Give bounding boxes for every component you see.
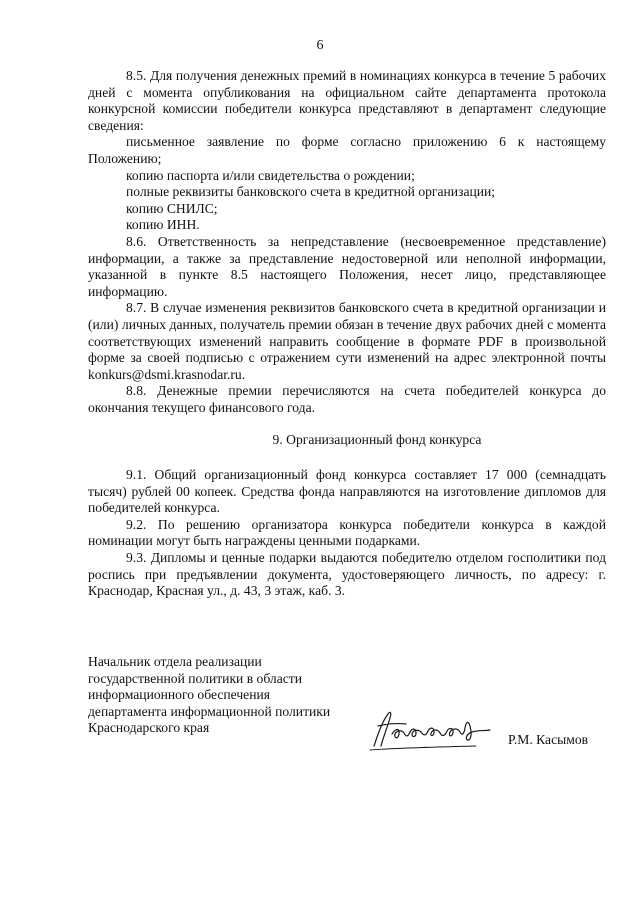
signer-name: Р.М. Касымов — [508, 732, 589, 747]
signer-position-line: информационного обеспечения — [88, 687, 270, 703]
signer-position-line: Начальник отдела реализации — [88, 654, 262, 669]
signature-block — [88, 654, 608, 754]
paragraph-9-3: 9.3. Дипломы и ценные подарки выдаются победителю отделом госполитики под роспись при предъявлении документа, удостоверяющего личность, по адресу: г. Краснодар, Красная ул., д. 43, 3 этаж, каб. 3. — [88, 550, 606, 599]
paragraph-8-6: 8.6. Ответственность за непредставление (несвоевременное представление) информации, а также за представление недостоверной или неполной информации, указанной в пункте 8.5 настоящего Положения, несет лицо, представляющее информацию. — [88, 233, 606, 299]
list-item-bank-details: полные реквизиты банковского счета в кредитной организации; — [126, 184, 496, 200]
document-body — [88, 68, 606, 600]
signer-position-line: департамента информационной политики — [88, 703, 331, 719]
signer-position — [88, 654, 368, 737]
list-item-inn: копию ИНН. — [126, 217, 200, 233]
list-item-snils: копию СНИЛС; — [126, 200, 218, 216]
handwritten-signature — [366, 706, 496, 752]
paragraph-9-1: 9.1. Общий организационный фонд конкурса составляет 17 000 (семнадцать тысяч) рублей 00 копеек. Средства фонда направляются на изготовление дипломов для победителей конкурса. — [88, 467, 606, 516]
page-number: 6 — [316, 38, 324, 53]
paragraph-9-2: 9.2. По решению организатора конкурса победители конкурса в каждой номинации могут быть награждены ценными подарками. — [88, 516, 606, 549]
list-item-application: письменное заявление по форме согласно приложению 6 к настоящему Положению; — [88, 134, 606, 166]
signer-position-line: государственной политики в области — [88, 670, 302, 686]
paragraph-8-7: 8.7. В случае изменения реквизитов банковского счета в кредитной организации и (или) личных данных, получатель премии обязан в течение двух рабочих дней с момента соответствующих изменений направить сообщение в формате PDF в произвольной форме за своей подписью с отражением сути изменений на адрес электронной почты konkurs@dsmi.krasnodar.ru. — [88, 300, 606, 382]
section-9-heading: 9. Организационный фонд конкурса — [272, 432, 482, 448]
paragraph-8-5: 8.5. Для получения денежных премий в номинациях конкурса в течение 5 рабочих дней с момента опубликования на официальном сайте департамента протокола конкурсной комиссии победители конкурса представляют в департамент следующие сведения: — [88, 68, 606, 133]
list-item-passport: копию паспорта и/или свидетельства о рождении; — [126, 167, 415, 183]
signer-position-line: Краснодарского края — [88, 720, 210, 736]
paragraph-8-8: 8.8. Денежные премии перечисляются на счета победителей конкурса до окончания текущего финансового года. — [88, 383, 606, 415]
